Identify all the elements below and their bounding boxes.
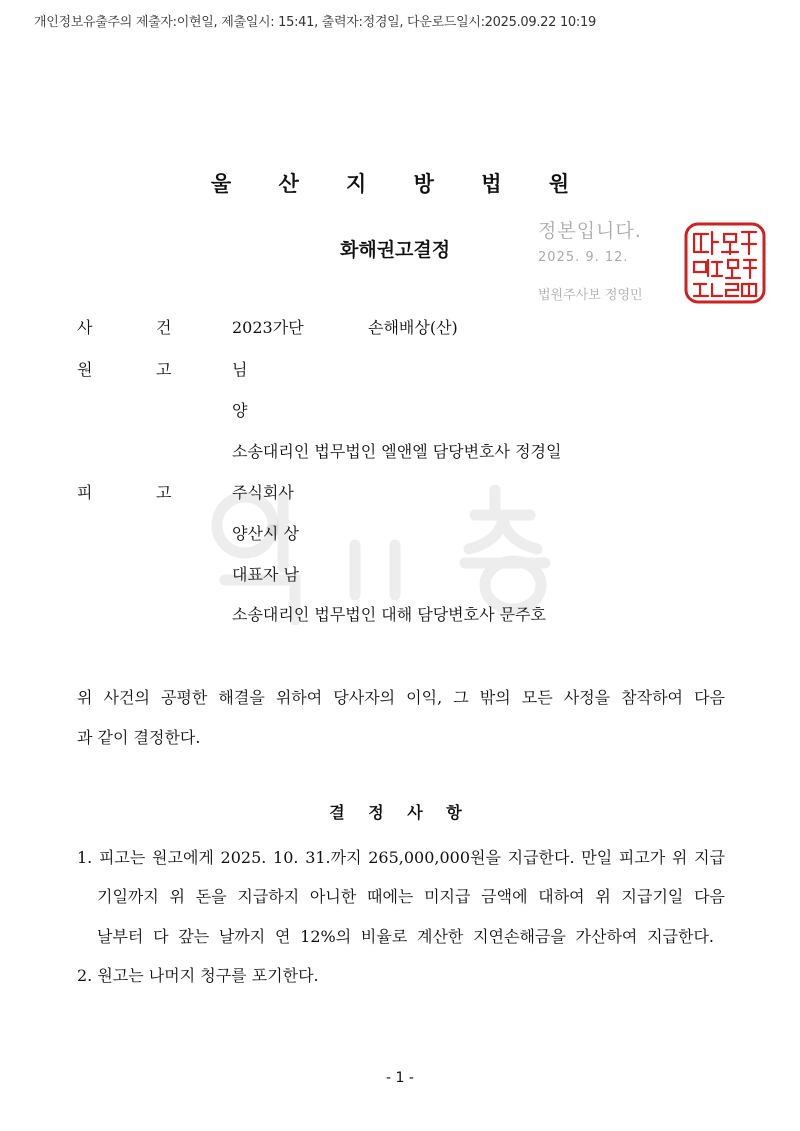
plaintiff-name-1: 님 (232, 360, 248, 379)
defendant-company: 주식회사 (232, 483, 294, 502)
item-1-line-2: 기일까지 위 돈을 지급하지 아니한 때에는 미지급 금액에 대하여 위 지급기일 다음 (97, 887, 725, 906)
item-2-line-1: 2. 원고는 나머지 청구를 포기한다. (77, 966, 319, 985)
item-1-line-1: 1. 피고는 원고에게 2025. 10. 31.까지 265,000,000원을 지급한다. 만일 피고가 위 지급 (77, 848, 725, 867)
defendant-label-1: 피 (77, 483, 93, 502)
defendant-counsel: 소송대리인 법무법인 대해 담당변호사 문주호 (232, 605, 547, 624)
decision-section-title: 결 정 사 항 (329, 803, 471, 822)
case-number: 2023가단 (232, 318, 304, 337)
document-title: 화해권고결정 (340, 239, 451, 261)
plaintiff-name-2: 양 (232, 401, 248, 420)
plaintiff-label-1: 원 (77, 360, 93, 379)
certified-copy-clerk: 법원주사보 정영민 (538, 288, 643, 303)
case-label-1: 사 (77, 318, 93, 337)
certified-copy-date: 2025. 9. 12. (538, 250, 629, 265)
case-label-2: 건 (156, 318, 172, 337)
intro-line-1: 위 사건의 공평한 해결을 위하여 당사자의 이익, 그 밖의 모든 사정을 참작하여 다음 (77, 688, 725, 707)
defendant-address: 양산시 상 (232, 524, 299, 543)
defendant-label-2: 고 (156, 483, 172, 502)
court-seal-stamp (684, 222, 766, 304)
plaintiff-counsel: 소송대리인 법무법인 엘앤엘 담당변호사 정경일 (232, 442, 562, 461)
intro-line-2: 과 같이 결정한다. (77, 728, 201, 747)
defendant-representative: 대표자 남 (232, 565, 299, 584)
page-number: - 1 - (386, 1070, 414, 1086)
download-notice: 개인정보유출주의 제출자:이현일, 제출일시: 15:41, 출력자:정경일, 다운로드일시:2025.09.22 10:19 (34, 15, 596, 30)
item-1-line-3: 날부터 다 갚는 날까지 연 12%의 비율로 계산한 지연손해금을 가산하여 지급한다. (97, 927, 714, 946)
certified-copy-label: 정본입니다. (538, 220, 642, 242)
court-name: 울 산 지 방 법 원 (210, 172, 590, 196)
case-name: 손해배상(산) (368, 318, 458, 337)
plaintiff-label-2: 고 (156, 360, 172, 379)
